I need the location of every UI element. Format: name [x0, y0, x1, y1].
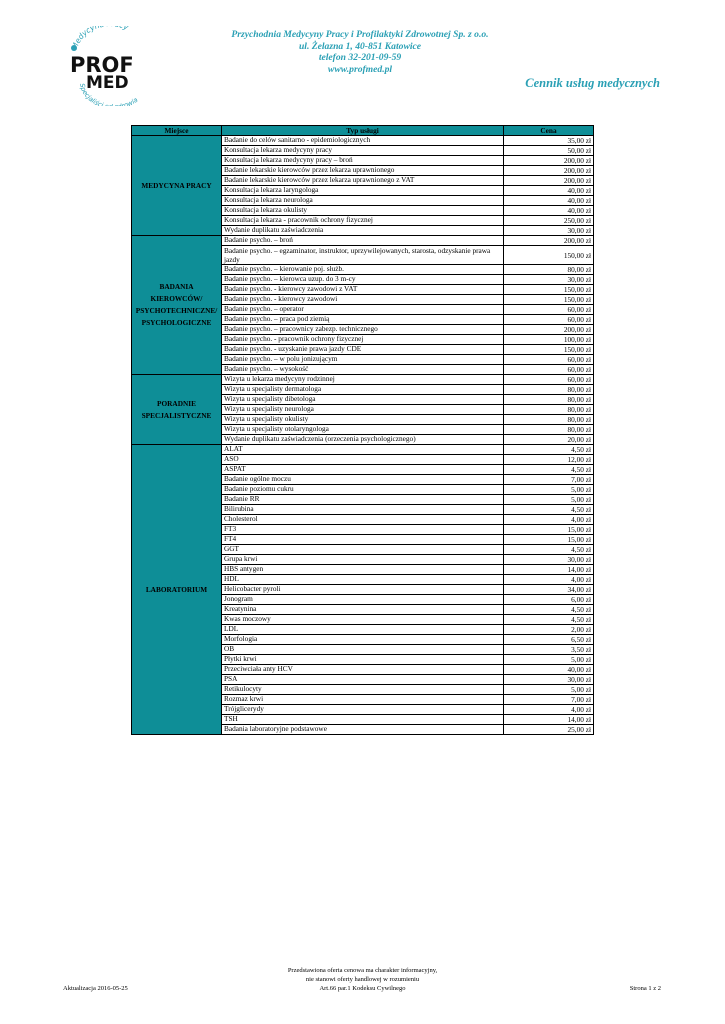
price-cell: 4,00 zł [504, 515, 594, 525]
service-cell: GGT [222, 545, 504, 555]
service-cell: Badanie psycho. - kierowcy zawodowi z VAT [222, 285, 504, 295]
service-cell: Retikulocyty [222, 685, 504, 695]
company-phone: telefon 32-201-09-59 [318, 52, 402, 64]
service-cell: Badanie lekarskie kierowców przez lekarza uprawnionego [222, 166, 504, 176]
update-date: Aktualizacja 2016-05-25 [63, 985, 128, 992]
price-table [131, 125, 594, 735]
price-cell: 4,50 zł [504, 505, 594, 515]
logo-main-line1: PROF [70, 53, 134, 77]
svg-text:Medycyna Pracy [70, 26, 130, 51]
service-cell: Badanie RR [222, 495, 504, 505]
logo-graphic [62, 26, 154, 106]
service-cell: Jonogram [222, 595, 504, 605]
price-cell: 200,00 zł [504, 236, 594, 246]
price-cell: 40,00 zł [504, 665, 594, 675]
table-row [132, 136, 594, 146]
disclaimer-line: Art.66 par.1 Kodeksu Cywilnego [319, 984, 406, 992]
price-cell: 4,50 zł [504, 615, 594, 625]
service-cell: Kwas moczowy [222, 615, 504, 625]
service-cell: Wizyta u specjalisty dibetologa [222, 395, 504, 405]
service-cell: Badanie psycho. - uzyskanie prawa jazdy CDE [222, 345, 504, 355]
disclaimer-note [200, 967, 525, 993]
price-cell: 5,00 zł [504, 495, 594, 505]
price-cell: 15,00 zł [504, 525, 594, 535]
price-cell: 6,00 zł [504, 595, 594, 605]
service-cell: Trójglicerydy [222, 705, 504, 715]
service-cell: Badanie psycho. – praca pod ziemią [222, 315, 504, 325]
price-cell: 14,00 zł [504, 715, 594, 725]
table-row [132, 375, 594, 385]
price-cell: 80,00 zł [504, 405, 594, 415]
place-cell: PORADNIE SPECJALISTYCZNE [132, 375, 222, 445]
service-cell: Cholesterol [222, 515, 504, 525]
price-cell: 60,00 zł [504, 355, 594, 365]
place-cell: LABORATORIUM [132, 445, 222, 735]
service-cell: Płytki krwi [222, 655, 504, 665]
price-cell: 40,00 zł [504, 206, 594, 216]
price-cell: 60,00 zł [504, 305, 594, 315]
service-cell: Konsultacja lekarza medycyny pracy [222, 146, 504, 156]
service-cell: ASPAT [222, 465, 504, 475]
service-cell: Konsultacja lekarza laryngologa [222, 186, 504, 196]
service-cell: ASO [222, 455, 504, 465]
price-cell: 5,00 zł [504, 485, 594, 495]
service-cell: Badanie do celów sanitarno - epidemiologicznych [222, 136, 504, 146]
price-cell: 200,00 zł [504, 325, 594, 335]
place-cell: MEDYCYNA PRACY [132, 136, 222, 236]
service-cell: HDL [222, 575, 504, 585]
price-cell: 40,00 zł [504, 196, 594, 206]
service-cell: FT4 [222, 535, 504, 545]
price-cell: 30,00 zł [504, 275, 594, 285]
service-cell: Badanie lekarskie kierowców przez lekarza uprawnionego z VAT [222, 176, 504, 186]
price-cell: 4,00 zł [504, 705, 594, 715]
service-cell: Badanie psycho. – broń [222, 236, 504, 246]
price-cell: 50,00 zł [504, 146, 594, 156]
service-cell: Konsultacja lekarza medycyny pracy – broń [222, 156, 504, 166]
price-cell: 60,00 zł [504, 365, 594, 375]
price-cell: 7,00 zł [504, 475, 594, 485]
price-cell: 6,50 zł [504, 635, 594, 645]
price-cell: 34,00 zł [504, 585, 594, 595]
logo-top-text: Medycy y [69, 26, 130, 51]
service-cell: Badanie ogólne moczu [222, 475, 504, 485]
price-cell: 60,00 zł [504, 375, 594, 385]
service-cell: OB [222, 645, 504, 655]
page-number: Strona 1 z 2 [629, 985, 661, 992]
company-name: Przychodnia Medycyny Pracy i Profilaktyki Zdrowotnej Sp. z o.o. [231, 29, 489, 40]
price-cell: 80,00 zł [504, 425, 594, 435]
column-header-place: Miejsce [132, 126, 222, 136]
service-cell: Morfologia [222, 635, 504, 645]
company-address: ul. Żelazna 1, 40-851 Katowice [298, 40, 422, 52]
price-cell: 80,00 zł [504, 385, 594, 395]
price-cell: 4,00 zł [504, 575, 594, 585]
price-cell: 35,00 zł [504, 136, 594, 146]
place-cell: BADANIA KIEROWCÓW/ PSYCHOTECHNICZNE/ PSYCHOLOGICZNE [132, 236, 222, 375]
price-cell: 150,00 zł [504, 246, 594, 265]
price-cell: 25,00 zł [504, 725, 594, 735]
price-cell: 12,00 zł [504, 455, 594, 465]
service-cell: Badanie psycho. - kierowcy zawodowi [222, 295, 504, 305]
price-cell: 30,00 zł [504, 226, 594, 236]
disclaimer-line: nie stanowi oferty handlowej w rozumieniu [305, 975, 420, 983]
column-header-price: Cena [504, 126, 594, 136]
service-cell: Grupa krwi [222, 555, 504, 565]
service-cell: Bilirubina [222, 505, 504, 515]
service-cell: Badanie psycho. – pracownicy zabezp. technicznego [222, 325, 504, 335]
logo-bottom-text: Specjaliści rowia [77, 82, 140, 106]
service-cell: Badanie psycho. – kierowca uzup. do 3 m-cy [222, 275, 504, 285]
table-row [132, 445, 594, 455]
price-cell: 150,00 zł [504, 345, 594, 355]
price-cell: 200,00 zł [504, 156, 594, 166]
price-cell: 7,00 zł [504, 695, 594, 705]
service-cell: Wydanie duplikatu zaświadczenia [222, 226, 504, 236]
service-cell: Wizyta u specjalisty dermatologa [222, 385, 504, 395]
service-cell: Helicobacter pyroli [222, 585, 504, 595]
table-header-row [132, 126, 594, 136]
price-cell: 15,00 zł [504, 535, 594, 545]
service-cell: Konsultacja lekarza okulisty [222, 206, 504, 216]
service-cell: Konsultacja lekarza - pracownik ochrony fizycznej [222, 216, 504, 226]
price-cell: 80,00 zł [504, 415, 594, 425]
service-cell: FT3 [222, 525, 504, 535]
profmed-logo [62, 26, 154, 106]
price-cell: 20,00 zł [504, 435, 594, 445]
price-cell: 5,00 zł [504, 655, 594, 665]
service-cell: TSH [222, 715, 504, 725]
price-cell: 40,00 zł [504, 186, 594, 196]
service-cell: Badanie psycho. – wysokość [222, 365, 504, 375]
price-cell: 150,00 zł [504, 295, 594, 305]
price-table-body [132, 136, 594, 735]
price-cell: 4,50 zł [504, 465, 594, 475]
service-cell: Wizyta u specjalisty neurologa [222, 405, 504, 415]
price-cell: 30,00 zł [504, 675, 594, 685]
price-cell: 60,00 zł [504, 315, 594, 325]
price-cell: 100,00 zł [504, 335, 594, 345]
service-cell: Kreatynina [222, 605, 504, 615]
service-cell: Wizyta u lekarza medycyny rodzinnej [222, 375, 504, 385]
service-cell: Wizyta u specjalisty okulisty [222, 415, 504, 425]
service-cell: Badanie psycho. - pracownik ochrony fizycznej [222, 335, 504, 345]
price-cell: 200,00 zł [504, 166, 594, 176]
table-row [132, 236, 594, 246]
price-cell: 4,50 zł [504, 605, 594, 615]
price-cell: 5,00 zł [504, 685, 594, 695]
price-cell: 4,50 zł [504, 545, 594, 555]
service-cell: Badania laboratoryjne podstawowe [222, 725, 504, 735]
service-cell: Badanie poziomu cukru [222, 485, 504, 495]
service-cell: Badanie psycho. – w polu jonizującym [222, 355, 504, 365]
service-cell: LDL [222, 625, 504, 635]
price-cell: 200,00 zł [504, 176, 594, 186]
price-cell: 150,00 zł [504, 285, 594, 295]
service-cell: Badanie psycho. – kierowanie poj. służb. [222, 265, 504, 275]
logo-main-line2: MED [86, 73, 129, 93]
service-cell: Wizyta u specjalisty otolaryngologa [222, 425, 504, 435]
disclaimer-line: Przedstawiona oferta cenowa ma charakter informacyjny, [287, 967, 438, 974]
service-cell: Przeciwciała anty HCV [222, 665, 504, 675]
price-list-title: Cennik usług medycznych [525, 76, 660, 90]
service-cell: Wydanie duplikatu zaświadczenia (orzeczenia psychologicznego) [222, 435, 504, 445]
service-cell: Badanie psycho. – egzaminator, instruktor, uprzywilejowanych, starosta, odzyskanie prawa jazdy [222, 246, 504, 265]
service-cell: HBS antygen [222, 565, 504, 575]
company-website[interactable]: www.profmed.pl [327, 63, 393, 75]
service-cell: Konsultacja lekarza neurologa [222, 196, 504, 206]
price-cell: 80,00 zł [504, 265, 594, 275]
column-header-service: Typ usługi [222, 126, 504, 136]
service-cell: Badanie psycho. – operator [222, 305, 504, 315]
company-header [180, 29, 540, 75]
price-cell: 250,00 zł [504, 216, 594, 226]
price-cell: 14,00 zł [504, 565, 594, 575]
price-cell: 80,00 zł [504, 395, 594, 405]
service-cell: ALAT [222, 445, 504, 455]
price-cell: 3,50 zł [504, 645, 594, 655]
service-cell: Rozmaz krwi [222, 695, 504, 705]
service-cell: PSA [222, 675, 504, 685]
price-cell: 4,50 zł [504, 445, 594, 455]
price-cell: 2,00 zł [504, 625, 594, 635]
price-cell: 30,00 zł [504, 555, 594, 565]
